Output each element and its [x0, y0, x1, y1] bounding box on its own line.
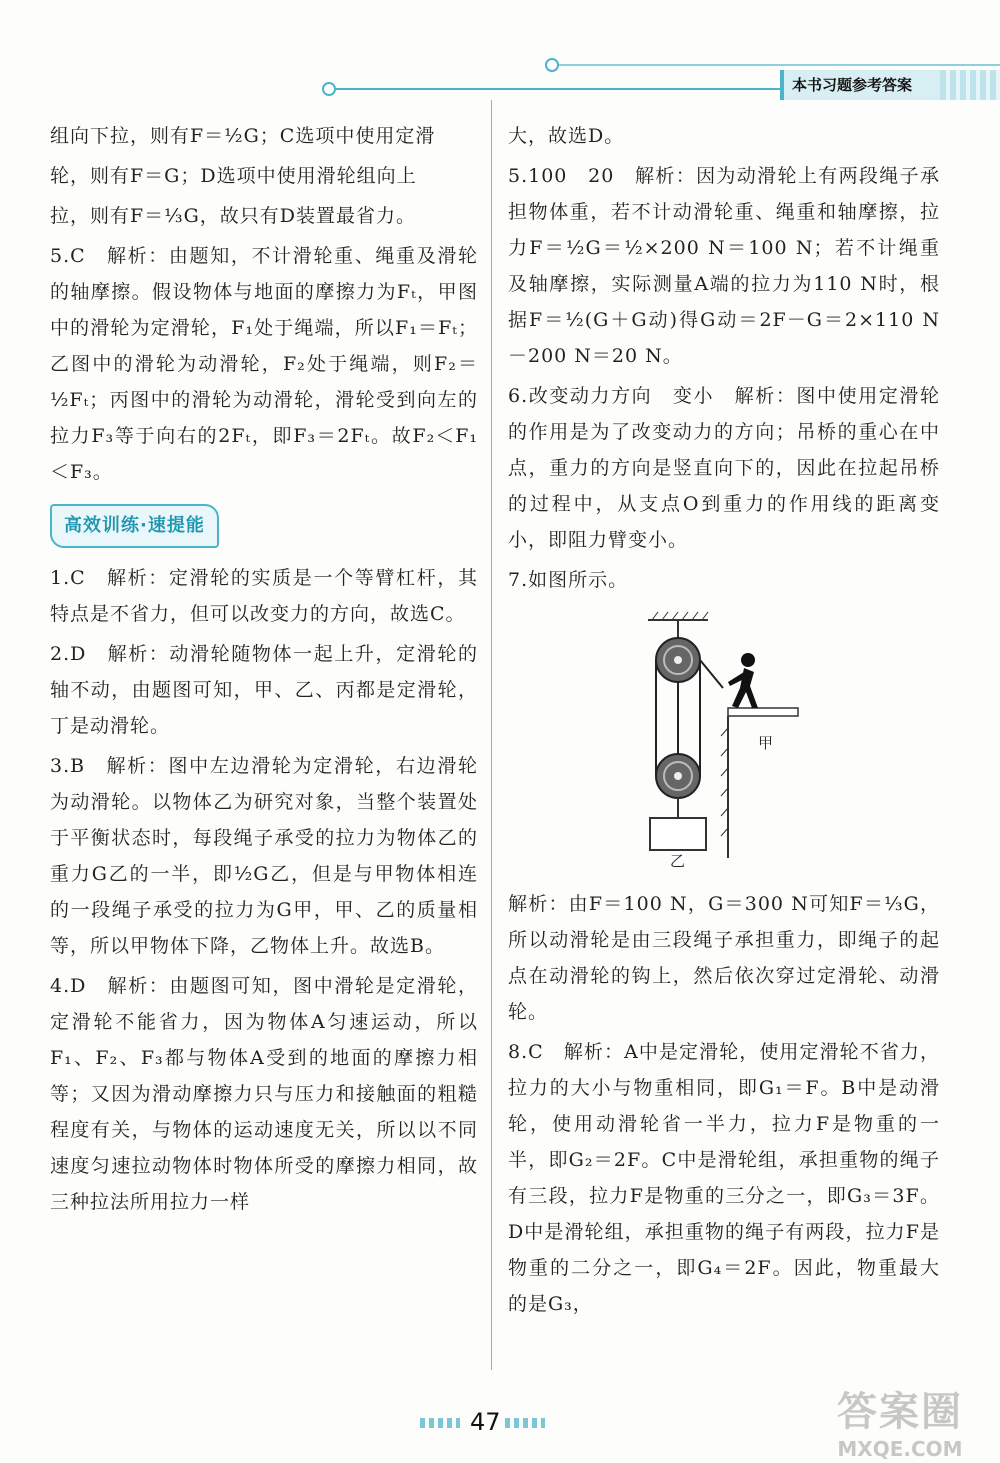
- fixed-pulley-axle: [674, 656, 682, 664]
- answer-5: 5.C 解析：由题知，不计滑轮重、绳重及滑轮的轴摩擦。假设物体与地面的摩擦力为Fₜ，甲图中的滑轮为定滑轮，F₁处于绳端，所以F₁＝Fₜ；乙图中的滑轮为动滑轮，F₂处于绳端，则F₂＝½Fₜ；丙图中的滑轮为动滑轮，滑轮受到向左的拉力F₃等于向右的2Fₜ，即F₃＝2Fₜ。故F₂＜F₁＜F₃。: [50, 245, 478, 483]
- answer-4-continued: 大，故选D。: [508, 125, 625, 147]
- platform: [728, 708, 798, 716]
- answer-8: 8.C 解析：A中是定滑轮，使用定滑轮不省力，拉力的大小与物重相同，即G₁＝F。B中是动滑轮，使用动滑轮省一半力，拉力F是物重的一半，即G₂＝2F。C中是滑轮组，承担重物的绳子有三段，拉力F是物重的三分之一，即G₃＝3F。D中是滑轮组，承担重物的绳子有两段，拉力F是物重的二分之一，即G₄＝2F。因此，物重最大的是G₃，: [508, 1041, 940, 1315]
- answer-3: 3.B 解析：图中左边滑轮为定滑轮，右边滑轮为动滑轮。以物体乙为研究对象，当整个装置处于平衡状态时，每段绳子承受的拉力为物体乙的重力G乙的一半，即½G乙，但是与甲物体相连的一段绳子承受的拉力为G甲，甲、乙的质量相等，所以甲物体下降，乙物体上升。故选B。: [50, 755, 478, 957]
- header-dot-icon: [545, 58, 559, 72]
- answer-5-right: 5.100 20 解析：因为动滑轮上有两段绳子承担物体重，若不计动滑轮重、绳重和轴摩擦，拉力F＝½G＝½×200 N＝100 N；若不计绳重及轴摩擦，实际测量A端的拉力为110 N时，根据F＝½(G＋G动)得G动＝2F－G＝2×110 N－200 N＝20 N。: [508, 165, 940, 367]
- answer-7-analysis: 解析：由F＝100 N，G＝300 N可知F＝⅓G，所以动滑轮是由三段绳子承担重力，即绳子的起点在动滑轮的钩上，然后依次穿过定滑轮、动滑轮。: [508, 893, 940, 1023]
- header-stripe-decoration: [940, 70, 1000, 100]
- pull-rope: [700, 660, 723, 688]
- watermark: [810, 1380, 990, 1460]
- label-yi: 乙: [670, 853, 687, 868]
- column-divider: [491, 100, 492, 1370]
- weight-block-yi: [650, 818, 706, 850]
- intro-line: 轮，则有F＝G；D选项中使用滑轮组向上: [50, 165, 417, 187]
- answer-4: 4.D 解析：由题图可知，图中滑轮是定滑轮，定滑轮不能省力，因为物体A匀速运动，所以F₁、F₂、F₃都与物体A受到的地面的摩擦力相等；又因为滑动摩擦力只与压力和接触面的粗糙程度有关，与物体的运动速度无关，所以以不同速度匀速拉动物体时物体所受的摩擦力相同，故三种拉法所用拉力一样: [50, 975, 478, 1213]
- watermark-text: 答案圈: [837, 1389, 963, 1435]
- header-title: 本书习题参考答案: [780, 70, 940, 100]
- page-number: 47: [470, 1408, 501, 1436]
- right-column: [508, 118, 940, 1326]
- person-icon: [728, 653, 758, 708]
- page-number-decoration: [420, 1418, 460, 1428]
- header-dot-icon: [322, 82, 336, 96]
- label-jia: 甲: [758, 735, 775, 752]
- answer-6: 6.改变动力方向 变小 解析：图中使用定滑轮的作用是为了改变动力的方向；吊桥的重心在中点，重力的方向是竖直向下的，因此在拉起吊桥的过程中，从支点O到重力的作用线的距离变小，即阻力臂变小。: [508, 385, 940, 551]
- page-number-decoration: [505, 1418, 545, 1428]
- left-column: [50, 118, 478, 1224]
- ceiling-hatch: [652, 612, 708, 620]
- section-title: 高效训练·速提能: [50, 504, 219, 548]
- intro-line: 组向下拉，则有F＝½G；C选项中使用定滑: [50, 125, 436, 147]
- intro-line: 拉，则有F＝⅓G，故只有D装置最省力。: [50, 205, 417, 227]
- pulley-figure: [628, 608, 808, 868]
- answer-1: 1.C 解析：定滑轮的实质是一个等臂杠杆，其特点是不省力，但可以改变力的方向，故选C。: [50, 567, 478, 625]
- movable-pulley-axle: [674, 772, 682, 780]
- answer-7: 7.如图所示。: [508, 569, 629, 591]
- header-rule-top: [555, 64, 1000, 66]
- platform-hatch: [721, 728, 728, 836]
- answer-2: 2.D 解析：动滑轮随物体一起上升，定滑轮的轴不动，由题图可知，甲、乙、丙都是定滑轮，丁是动滑轮。: [50, 643, 478, 737]
- watermark-url: MXQE.COM: [837, 1437, 963, 1461]
